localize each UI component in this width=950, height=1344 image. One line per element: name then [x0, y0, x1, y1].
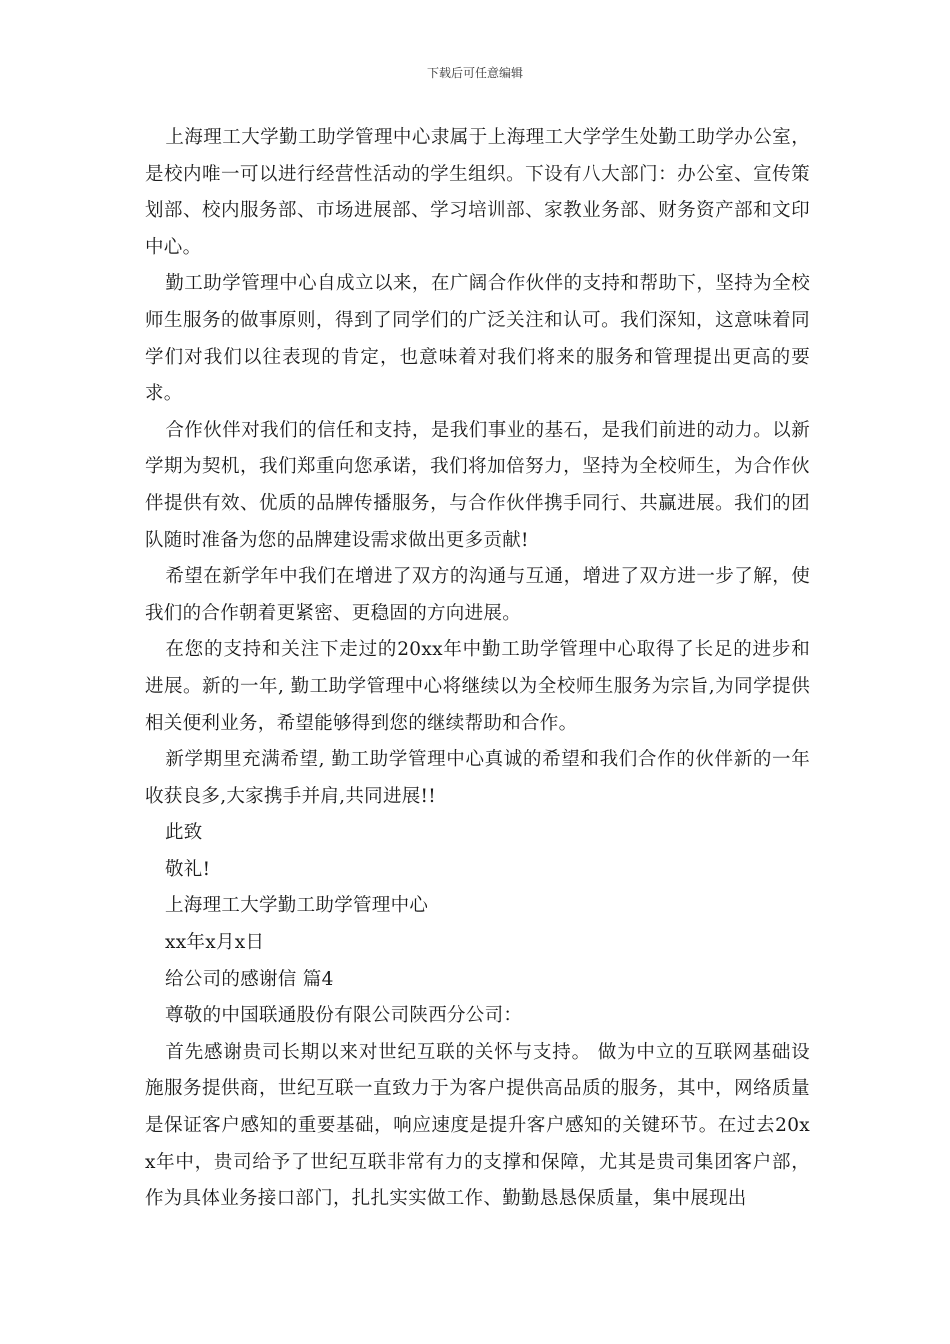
- date-line: xx年x月x日: [165, 932, 265, 954]
- paragraph-hope: 希望在新学年中我们在增进了双方的沟通与互通，增进了双方进一步了解，使我们的合作朝着更紧密、更稳固的方向进展。: [145, 566, 810, 624]
- section-title: 给公司的感谢信 篇4: [165, 968, 334, 990]
- paragraph-intro: 上海理工大学勤工助学管理中心隶属于上海理工大学学生处勤工助学办公室，是校内唯一可以进行经营性活动的学生组织。下设有八大部门：办公室、宣传策划部、校内服务部、市场进展部、学习培训部、家教业务部、财务资产部和文印中心。: [145, 127, 810, 258]
- signature-line: 上海理工大学勤工助学管理中心: [165, 895, 429, 917]
- paragraph-progress: 在您的支持和关注下走过的20xx年中勤工助学管理中心取得了长足的进步和进展。新的一年, 勤工助学管理中心将继续以为全校师生服务为宗旨,为同学提供相关便利业务，希望能够得到您的继续帮助和合作。: [145, 639, 810, 734]
- paragraph-new-term: 新学期里充满希望, 勤工助学管理中心真诚的希望和我们合作的伙伴新的一年收获良多,大家携手并肩,共同进展!!: [145, 749, 810, 807]
- page-header: 下载后可任意编辑: [426, 66, 523, 80]
- salute-line: 敬礼!: [165, 858, 211, 880]
- recipient-line: 尊敬的中国联通股份有限公司陕西分公司：: [165, 1005, 523, 1027]
- closing-line: 此致: [165, 822, 203, 844]
- paragraph-thanks: 首先感谢贵司长期以来对世纪互联的关怀与支持。 做为中立的互联网基础设施服务提供商，世纪互联一直致力于为客户提供高品质的服务，其中，网络质量是保证客户感知的重要基础，响应速度是提升客户感知的关键环节。在过去20xx年中，贵司给予了世纪互联非常有力的支撑和保障，尤其是贵司集团客户部，作为具体业务接口部门，扎扎实实做工作、勤勤恳恳保质量，集中展现出: [145, 1041, 810, 1210]
- paragraph-partners: 合作伙伴对我们的信任和支持，是我们事业的基石，是我们前进的动力。以新学期为契机，我们郑重向您承诺，我们将加倍努力，坚持为全校师生，为合作伙伴提供有效、优质的品牌传播服务，与合作伙伴携手同行、共赢进展。我们的团队随时准备为您的品牌建设需求做出更多贡献!: [145, 419, 810, 551]
- paragraph-history: 勤工助学管理中心自成立以来，在广阔合作伙伴的支持和帮助下，坚持为全校师生服务的做事原则，得到了同学们的广泛关注和认可。我们深知，这意味着同学们对我们以往表现的肯定，也意味着对我们将来的服务和管理提出更高的要求。: [145, 273, 810, 405]
- document-body: [145, 120, 810, 1218]
